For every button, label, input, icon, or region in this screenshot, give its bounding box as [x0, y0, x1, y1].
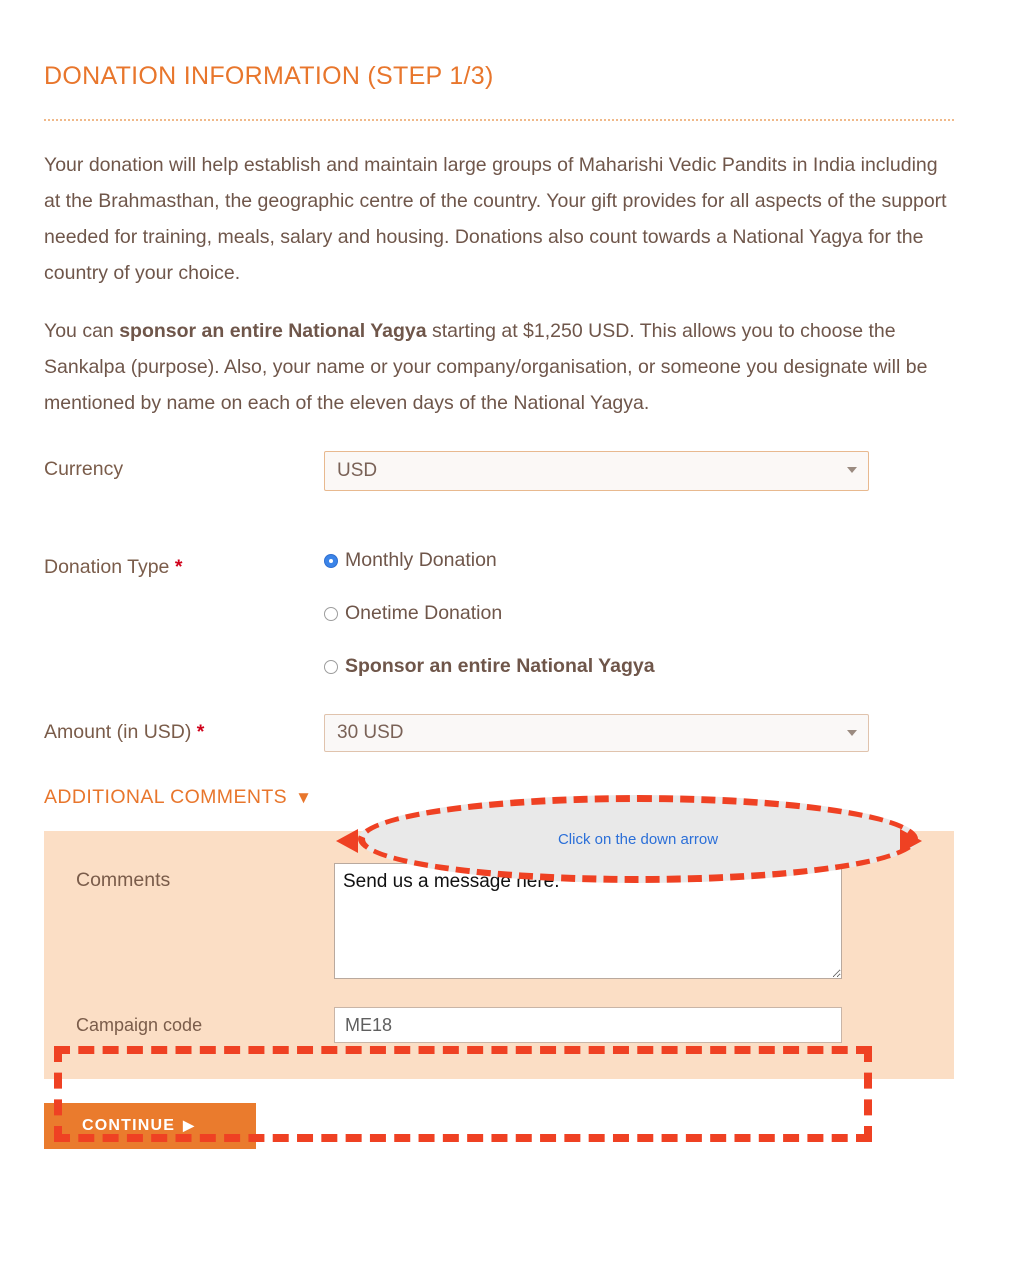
chevron-down-icon: [847, 730, 857, 736]
amount-control: [324, 714, 974, 752]
amount-select[interactable]: 30 USD: [324, 714, 869, 752]
annotation-ellipse: [358, 795, 918, 883]
radio-onetime-donation-icon[interactable]: [324, 607, 338, 621]
radio-sponsor-national-yagya[interactable]: [324, 655, 974, 678]
amount-required: *: [196, 721, 205, 743]
currency-select[interactable]: USD: [324, 451, 869, 491]
currency-row: [44, 451, 974, 491]
campaign-code-label: Campaign code: [76, 1014, 203, 1035]
amount-label-text: Amount (in USD): [44, 721, 192, 743]
amount-label: [44, 714, 324, 744]
chevron-down-icon[interactable]: ▼: [295, 787, 312, 807]
form-content: [44, 0, 974, 1149]
intro-paragraph-2-bold: sponsor an entire National Yagya: [119, 320, 427, 342]
annotation-ellipse-text: Click on the down arrow: [557, 830, 719, 848]
donation-type-row: [44, 549, 974, 678]
currency-label: Currency: [44, 458, 124, 480]
annotation-arrow-right-icon: [900, 829, 922, 853]
page-title: DONATION INFORMATION (STEP 1/3): [44, 62, 494, 90]
radio-onetime-donation[interactable]: [324, 602, 974, 625]
title-divider: [44, 119, 954, 121]
continue-button-label: CONTINUE: [82, 1117, 176, 1134]
chevron-down-icon: [847, 467, 857, 473]
currency-select-wrap[interactable]: [324, 451, 869, 491]
intro-paragraph-1: Your donation will help establish and maintain large groups of Maharishi Vedic Pandits in India including at the Brahmasthan, the geographic centre of the country. Your gift provides for all aspects of the support needed for training, meals, salary and housing. Donations also count towards a National Yagya for the country of your choice.: [44, 154, 947, 284]
intro-paragraph-2: [44, 313, 949, 421]
radio-monthly-donation-label: Monthly Donation: [345, 549, 497, 571]
amount-select-wrap[interactable]: [324, 714, 869, 752]
continue-arrow-icon: ▶: [183, 1117, 196, 1133]
radio-monthly-donation-icon[interactable]: [324, 554, 338, 568]
campaign-code-input[interactable]: [334, 1007, 842, 1043]
additional-comments-title: ADDITIONAL COMMENTS: [44, 786, 288, 808]
donation-type-label-text: Donation Type: [44, 556, 170, 578]
radio-onetime-donation-label: Onetime Donation: [345, 602, 503, 624]
currency-control: [324, 451, 974, 491]
radio-sponsor-national-yagya-icon[interactable]: [324, 660, 338, 674]
donation-type-label: [44, 549, 324, 579]
comments-row: [44, 863, 954, 979]
annotation-arrow-left-icon: [336, 829, 358, 853]
continue-button[interactable]: [44, 1103, 256, 1149]
intro-paragraph-2-part1: You can: [44, 320, 120, 342]
radio-sponsor-national-yagya-label: Sponsor an entire National Yagya: [345, 655, 655, 677]
comments-label: Comments: [76, 869, 171, 891]
donation-type-required: *: [174, 556, 183, 578]
radio-monthly-donation[interactable]: [324, 549, 974, 572]
intro-paragraph-2-part2: starting at $1,250 USD. This allows you to choose the Sankalpa (purpose). Also, your name or your company/organisation, or someone you designate will be mentioned by name on each of the eleven days of the National Yagya.: [44, 320, 928, 414]
campaign-code-row: [44, 1007, 954, 1043]
amount-row: [44, 714, 974, 752]
donation-type-options: [324, 549, 974, 678]
